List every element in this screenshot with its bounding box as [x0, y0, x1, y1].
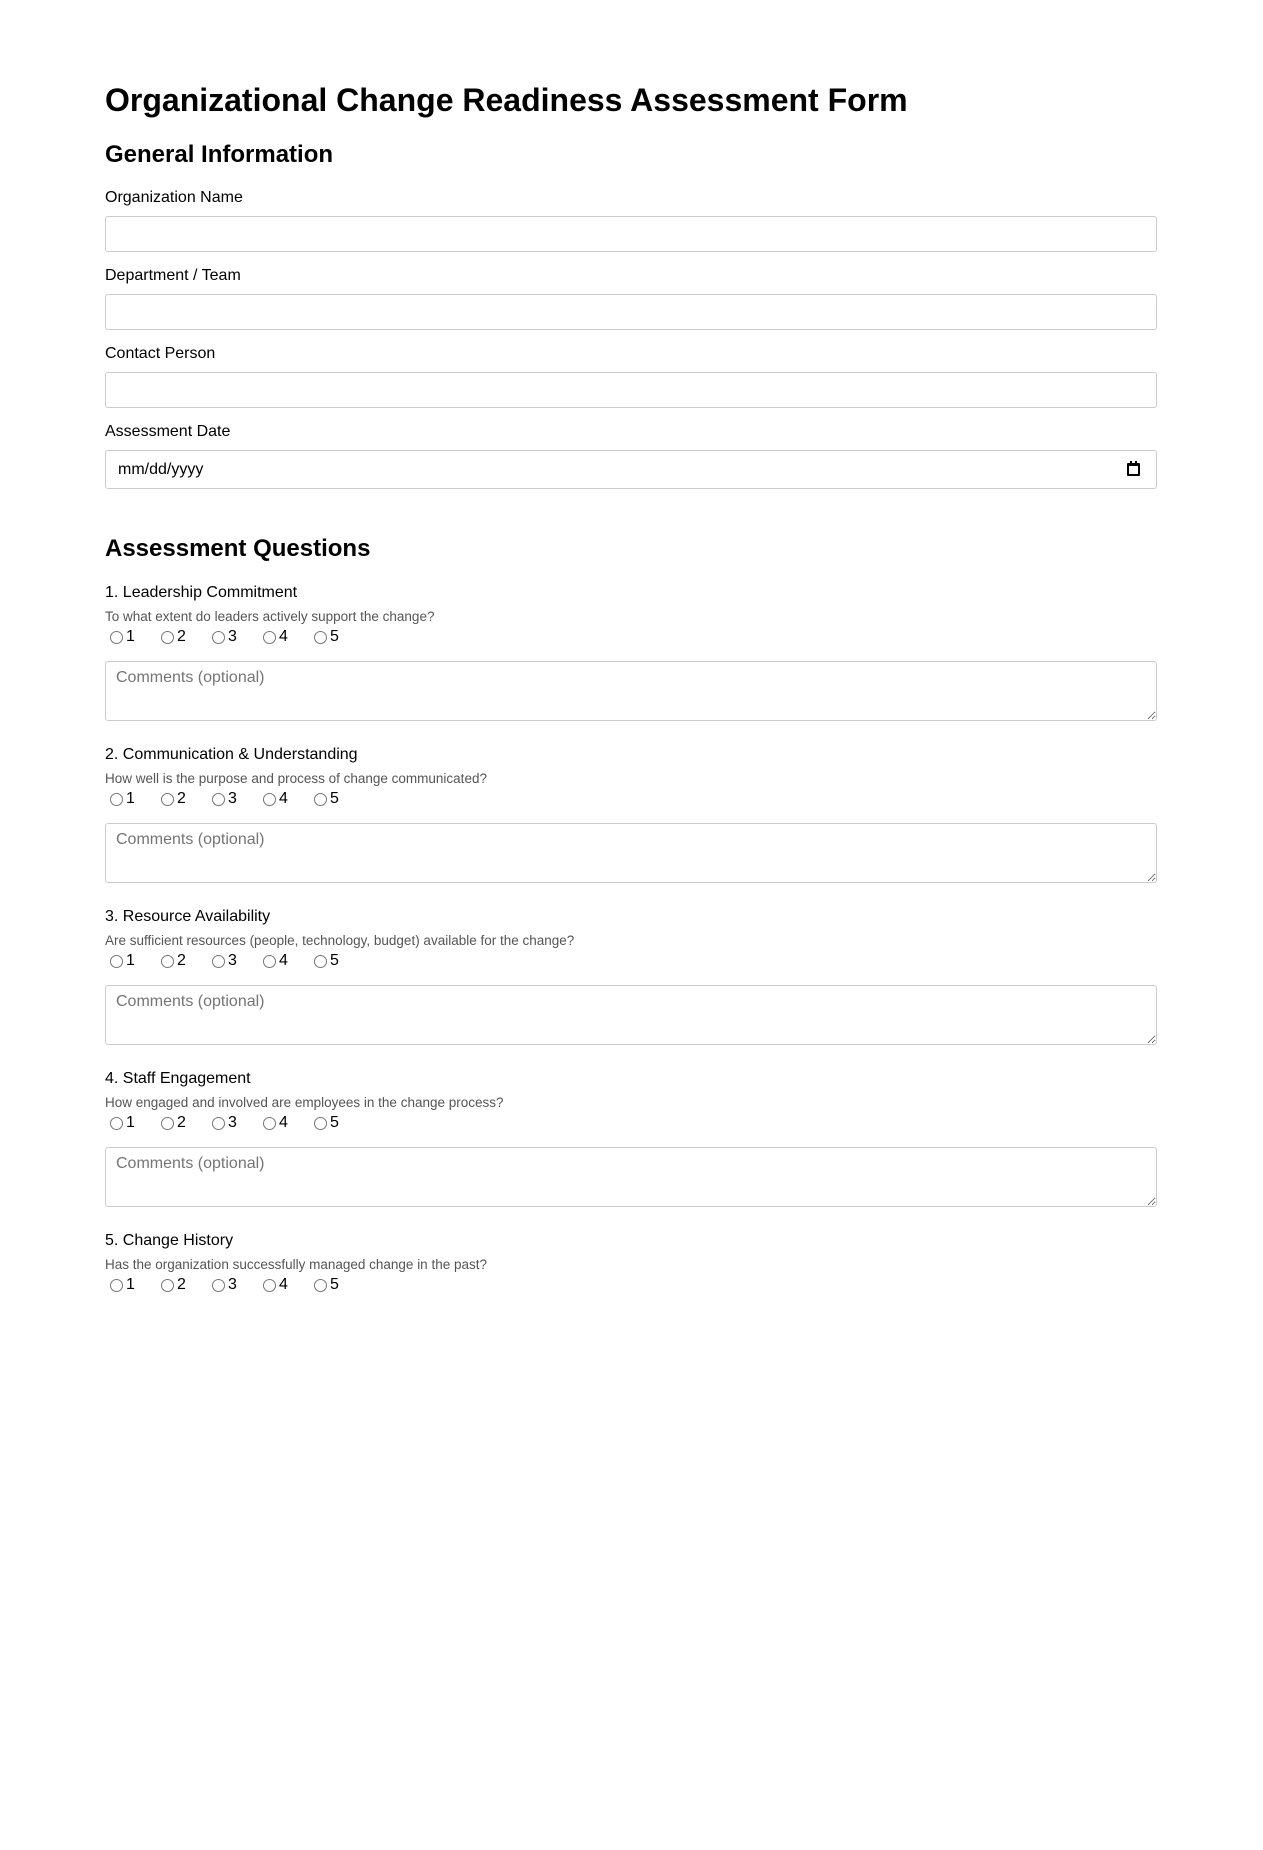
radio-button[interactable]: [161, 1117, 174, 1130]
rating-option-5[interactable]: [309, 952, 340, 970]
rating-option-label: 5: [330, 1276, 339, 1293]
radio-button[interactable]: [161, 631, 174, 644]
radio-button[interactable]: [161, 793, 174, 806]
rating-option-label: 3: [228, 1114, 237, 1131]
rating-option-1[interactable]: [105, 790, 136, 808]
rating-option-3[interactable]: [207, 1114, 238, 1132]
rating-option-label: 2: [177, 628, 186, 645]
question-title: 2. Communication & Understanding: [105, 746, 358, 763]
contact-person-label: Contact Person: [105, 345, 216, 362]
rating-option-label: 2: [177, 952, 186, 969]
rating-option-4[interactable]: [258, 1276, 289, 1294]
rating-option-label: 5: [330, 790, 339, 807]
rating-option-label: 3: [228, 1276, 237, 1293]
comments-textarea[interactable]: [105, 985, 1157, 1045]
radio-button[interactable]: [212, 793, 225, 806]
rating-option-2[interactable]: [156, 1276, 187, 1294]
radio-button[interactable]: [314, 793, 327, 806]
radio-button[interactable]: [263, 631, 276, 644]
question-title: 3. Resource Availability: [105, 908, 271, 925]
rating-option-label: 4: [279, 790, 288, 807]
radio-button[interactable]: [110, 631, 123, 644]
organization-name-input[interactable]: [105, 216, 1157, 252]
rating-option-4[interactable]: [258, 628, 289, 646]
rating-option-label: 5: [330, 628, 339, 645]
rating-option-2[interactable]: [156, 790, 187, 808]
radio-button[interactable]: [161, 1279, 174, 1292]
radio-button[interactable]: [263, 955, 276, 968]
rating-option-label: 4: [279, 952, 288, 969]
rating-radio-group: [105, 1114, 360, 1132]
rating-option-label: 2: [177, 790, 186, 807]
radio-button[interactable]: [314, 1279, 327, 1292]
rating-option-1[interactable]: [105, 628, 136, 646]
rating-option-label: 2: [177, 1276, 186, 1293]
rating-option-label: 1: [126, 790, 135, 807]
radio-button[interactable]: [314, 1117, 327, 1130]
calendar-icon[interactable]: [1127, 463, 1140, 476]
rating-option-2[interactable]: [156, 1114, 187, 1132]
rating-option-label: 3: [228, 790, 237, 807]
contact-person-input[interactable]: [105, 372, 1157, 408]
rating-option-label: 4: [279, 1114, 288, 1131]
assessment-date-label: Assessment Date: [105, 423, 231, 440]
question-title: 1. Leadership Commitment: [105, 584, 298, 601]
question-block: [105, 907, 1157, 1067]
rating-radio-group: [105, 1276, 360, 1294]
radio-button[interactable]: [212, 631, 225, 644]
rating-option-label: 2: [177, 1114, 186, 1131]
radio-button[interactable]: [110, 1279, 123, 1292]
rating-option-3[interactable]: [207, 790, 238, 808]
rating-option-label: 1: [126, 1114, 135, 1131]
rating-option-1[interactable]: [105, 1114, 136, 1132]
assessment-questions-heading: Assessment Questions: [105, 535, 371, 562]
question-block: [105, 583, 1157, 743]
rating-option-label: 1: [126, 952, 135, 969]
rating-option-4[interactable]: [258, 952, 289, 970]
rating-option-2[interactable]: [156, 952, 187, 970]
radio-button[interactable]: [110, 1117, 123, 1130]
question-description: Has the organization successfully managed change in the past?: [105, 1257, 487, 1272]
rating-option-5[interactable]: [309, 790, 340, 808]
rating-option-1[interactable]: [105, 952, 136, 970]
rating-option-label: 3: [228, 628, 237, 645]
radio-button[interactable]: [263, 1279, 276, 1292]
rating-radio-group: [105, 628, 360, 646]
rating-option-label: 4: [279, 628, 288, 645]
rating-option-5[interactable]: [309, 628, 340, 646]
department-team-label: Department / Team: [105, 267, 241, 284]
rating-option-1[interactable]: [105, 1276, 136, 1294]
general-information-heading: General Information: [105, 141, 334, 168]
rating-option-label: 3: [228, 952, 237, 969]
question-block: [105, 1069, 1157, 1229]
department-team-input[interactable]: [105, 294, 1157, 330]
rating-option-4[interactable]: [258, 1114, 289, 1132]
rating-radio-group: [105, 790, 360, 808]
comments-textarea[interactable]: [105, 823, 1157, 883]
radio-button[interactable]: [263, 793, 276, 806]
rating-option-label: 5: [330, 1114, 339, 1131]
rating-option-5[interactable]: [309, 1114, 340, 1132]
rating-radio-group: [105, 952, 360, 970]
radio-button[interactable]: [161, 955, 174, 968]
radio-button[interactable]: [110, 793, 123, 806]
page-title: Organizational Change Readiness Assessment Form: [105, 82, 908, 118]
question-block: [105, 745, 1157, 905]
rating-option-5[interactable]: [309, 1276, 340, 1294]
radio-button[interactable]: [212, 955, 225, 968]
organization-name-label: Organization Name: [105, 189, 243, 206]
radio-button[interactable]: [263, 1117, 276, 1130]
assessment-date-placeholder: mm/dd/yyyy: [118, 460, 204, 478]
radio-button[interactable]: [110, 955, 123, 968]
rating-option-label: 4: [279, 1276, 288, 1293]
rating-option-3[interactable]: [207, 952, 238, 970]
comments-textarea[interactable]: [105, 661, 1157, 721]
question-description: Are sufficient resources (people, technology, budget) available for the change?: [105, 933, 575, 948]
question-title: 5. Change History: [105, 1232, 234, 1249]
radio-button[interactable]: [314, 631, 327, 644]
question-title: 4. Staff Engagement: [105, 1070, 251, 1087]
question-description: To what extent do leaders actively support the change?: [105, 609, 435, 624]
rating-option-3[interactable]: [207, 1276, 238, 1294]
radio-button[interactable]: [314, 955, 327, 968]
assessment-date-input[interactable]: [105, 450, 1157, 489]
radio-button[interactable]: [212, 1279, 225, 1292]
rating-option-label: 1: [126, 1276, 135, 1293]
rating-option-label: 1: [126, 628, 135, 645]
question-description: How engaged and involved are employees in the change process?: [105, 1095, 504, 1110]
rating-option-3[interactable]: [207, 628, 238, 646]
question-description: How well is the purpose and process of change communicated?: [105, 771, 487, 786]
question-block: [105, 1231, 1157, 1391]
rating-option-2[interactable]: [156, 628, 187, 646]
rating-option-4[interactable]: [258, 790, 289, 808]
radio-button[interactable]: [212, 1117, 225, 1130]
comments-textarea[interactable]: [105, 1147, 1157, 1207]
rating-option-label: 5: [330, 952, 339, 969]
